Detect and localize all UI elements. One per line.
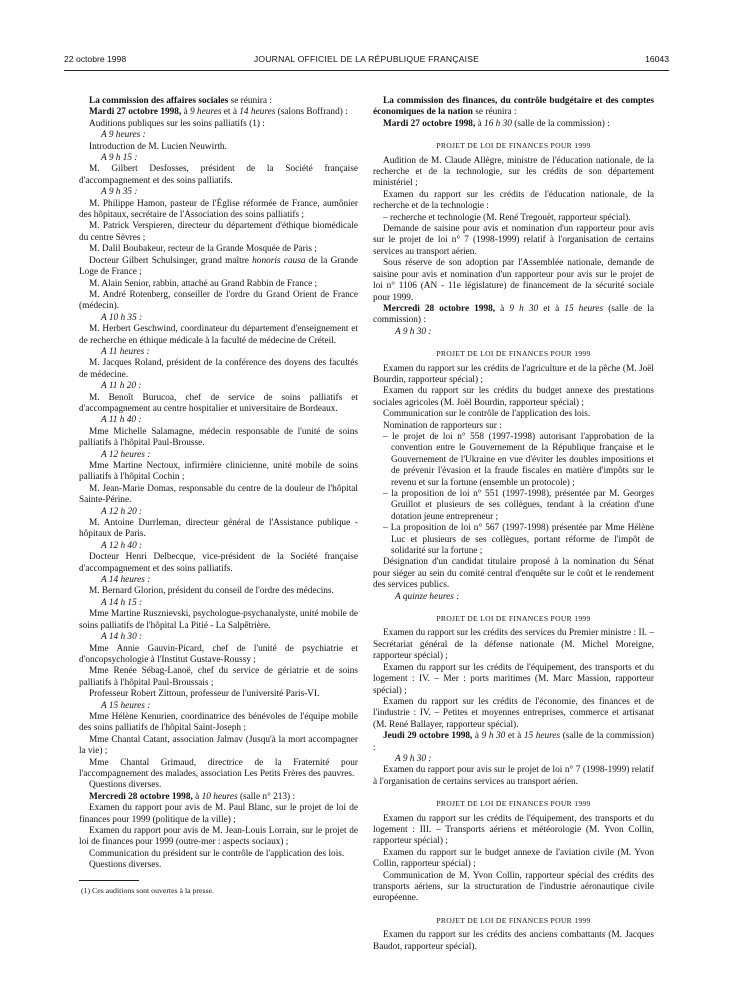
agenda-item: Docteur Gilbert Schulsinger, grand maître honoris causa de la Grande Loge de France ;: [79, 255, 358, 278]
page-number: 16043: [645, 54, 669, 64]
time-heading: A 9 h 15 :: [101, 153, 138, 164]
agenda-item: Questions diverses.: [89, 860, 162, 871]
agenda-item: Examen du rapport sur le budget annexe de l'aviation civile (M. Yvon Collin, rapporteur spécial) ;: [373, 847, 654, 870]
agenda-item: Examen du rapport sur les crédits de l'éducation nationale, de la recherche et de la technologie :: [373, 189, 654, 212]
journal-title: JOURNAL OFFICIEL DE LA RÉPUBLIQUE FRANÇAISE: [253, 54, 480, 64]
agenda-subitem: – le projet de loi n° 558 (1997-1998) autorisant l'approbation de la convention entre le Gouvernement de la République française et le Gouvernement de l'Ukraine en vue d'éviter les doubles impositions et de prévenir l'évasion et la fraude fiscales en matière d'impôts sur le revenu et sur la fortune (ensemble un protocole) ;: [373, 432, 654, 489]
time-heading: A 11 h 20 :: [101, 381, 142, 392]
agenda-item: Mme Renée Sébag-Lanoë, chef du service de gériatrie et de soins palliatifs à l'hôpital Paul-Broussais ;: [79, 666, 358, 688]
agenda-item: Examen du rapport pour avis sur le projet de loi n° 7 (1998-1999) relatif à l'organisation de certains services au transport aérien.: [373, 765, 654, 787]
agenda-item: Examen du rapport pour avis de M. Jean-Louis Lorrain, sur le projet de loi de finances pour 1999 (outre-mer : aspects sociaux) ;: [79, 826, 358, 848]
agenda-item: Examen du rapport sur les crédits des services du Premier ministre : II. – Secrétariat général de la défense nationale (M. Michel Moreigne, rapporteur spécial) ;: [373, 628, 654, 662]
agenda-item: Mme Martine Nectoux, infirmière clinicienne, unité mobile de soins palliatifs à l'hôpital Cochin ;: [79, 461, 358, 483]
agenda-subitem: – La proposition de loi n° 567 (1997-1998) présentée par Mme Hélène Luc et plusieurs de ses collègues, portant réforme de l'impôt de solidarité sur la fortune ;: [373, 523, 654, 557]
agenda-subitem: – la proposition de loi n° 551 (1997-1998), présentée par M. Georges Gruillot et plusieurs de ses collègues, tendant à la création d'une dotation jeune entrepreneur ;: [373, 489, 654, 523]
agenda-item: M. Dalil Boubakeur, recteur de la Grande Mosquée de Paris ;: [89, 244, 317, 255]
time-heading: A 9 h 30 :: [395, 326, 432, 337]
commission-intro: La commission des affaires sociales se réunira :: [89, 96, 272, 106]
left-column: [79, 96, 358, 896]
time-heading: A 14 h 15 :: [101, 597, 143, 608]
agenda-item: Examen du rapport sur les crédits de l'agriculture et de la pêche (M. Joël Bourdin, rapporteur spécial) ;: [373, 363, 654, 385]
agenda-item: Audition de M. Claude Allègre, ministre de l'éducation nationale, de la recherche et de la technologie, sur les crédits de son département ministériel ;: [373, 155, 654, 189]
agenda-item: Communication du président sur le contrôle de l'application des lois.: [89, 848, 345, 859]
section-heading: PROJET DE LOI DE FINANCES POUR 1999: [436, 141, 591, 151]
agenda-item: Mme Martine Rusznievski, psychologue-psychanalyste, unité mobile de soins palliatifs de l'hôpital La Pitié - La Salpêtrière.: [79, 609, 358, 631]
agenda-item: Mme Annie Gauvin-Picard, chef de l'unité de psychiatrie et d'oncopsychologie à l'Institut Gustave-Roussy ;: [79, 643, 358, 665]
section-heading: PROJET DE LOI DE FINANCES POUR 1999: [436, 799, 591, 809]
agenda-item: Désignation d'un candidat titulaire proposé à la nomination du Sénat pour siéger au sein du comité central d'enquête sur le coût et le rendement des services publics.: [373, 557, 654, 591]
agenda-item: M. Alain Senior, rabbin, attaché au Grand Rabbin de France ;: [89, 278, 318, 289]
page-header: [64, 54, 669, 71]
section-heading: PROJET DE LOI DE FINANCES POUR 1999: [436, 915, 591, 925]
agenda-item: Sous réserve de son adoption par l'Assemblée nationale, demande de saisine pour avis et nomination d'un rapporteur pour avis sur le projet de loi n° 1106 (AN - 11e législature) de financement de la sécurité sociale pour 1999.: [373, 258, 654, 303]
agenda-item: Mme Chantal Catant, association Jalmav (Jusqu'à la mort accompagner la vie) ;: [79, 734, 358, 757]
time-heading: A 9 h 30 :: [395, 753, 432, 764]
session-date: Mardi 27 octobre 1998, à 9 heures et à 14 heures (salons Boffrand) :: [89, 107, 348, 118]
header-date: 22 octobre 1998: [64, 54, 127, 64]
time-heading: A 9 heures :: [101, 130, 146, 141]
right-column: [373, 96, 654, 953]
agenda-item: M. Jacques Roland, président de la conférence des doyens des facultés de médecine.: [79, 358, 358, 380]
agenda-item: Mme Chantal Grimaud, directrice de la Fraternité pour l'accompagnement des malades, association Les Petits Frères des pauvres.: [79, 757, 358, 779]
agenda-item: Mme Michelle Salamagne, médecin responsable de l'unité de soins palliatifs à l'hôpital Paul-Brousse.: [79, 426, 358, 449]
time-heading: A 15 heures :: [101, 700, 151, 711]
time-heading: A 12 h 20 :: [101, 506, 143, 517]
agenda-item: Professeur Robert Zittoun, professeur de l'université Paris-VI.: [89, 689, 320, 700]
agenda-item: Questions diverses.: [89, 780, 162, 791]
time-heading: A 14 h 30 :: [101, 632, 143, 643]
session-date: Jeudi 29 octobre 1998, à 9 h 30 et à 15 heures (salle de la commission) :: [373, 731, 655, 753]
time-heading: A 12 heures :: [101, 449, 151, 460]
agenda-item: M. Philippe Hamon, pasteur de l'Église réformée de France, aumônier des hôpitaux, secrétaire de l'Association des soins palliatifs ;: [79, 198, 358, 221]
agenda-item: Communication de M. Yvon Collin, rapporteur spécial des crédits des transports aériens, sur la structuration de l'industrie aéronautique civile européenne.: [373, 870, 654, 904]
agenda-item: Examen du rapport sur les crédits du budget annexe des prestations sociales agricoles (M. Joël Bourdin, rapporteur spécial) ;: [373, 386, 654, 408]
agenda-item: Examen du rapport sur les crédits des anciens combattants (M. Jacques Baudot, rapporteur spécial).: [373, 930, 654, 952]
time-heading: A quinze heures :: [395, 591, 460, 602]
agenda-item: Examen du rapport pour avis de M. Paul Blanc, sur le projet de loi de finances pour 1999 (politique de la ville) ;: [79, 803, 358, 825]
agenda-item: M. Herbert Geschwind, coordinateur du département d'enseignement et de recherche en éthique médicale à la faculté de médecine de Créteil.: [79, 324, 358, 346]
time-heading: A 10 h 35 :: [101, 312, 143, 323]
agenda-item: Examen du rapport sur les crédits de l'équipement, des transports et du logement : IV. – Mer : ports maritimes (M. Marc Massion, rapporteur spécial) ;: [373, 662, 654, 696]
footnote-rule: [79, 880, 139, 881]
agenda-item: Nomination de rapporteurs sur :: [383, 420, 502, 431]
agenda-item: M. Benoît Burucoa, chef de service de soins palliatifs et d'accompagnement au centre hospitalier et universitaire de Bordeaux.: [79, 392, 358, 414]
agenda-item: M. Gilbert Desfosses, président de la Société française d'accompagnement et des soins palliatifs.: [79, 164, 358, 186]
time-heading: A 11 heures :: [101, 346, 150, 357]
time-heading: A 12 h 40 :: [101, 540, 143, 551]
agenda-item: Examen du rapport sur les crédits de l'équipement, des transports et du logement : III. – Transports aériens et météorologie (M. Yvon Collin, rapporteur spécial) ;: [373, 813, 654, 847]
section-heading: PROJET DE LOI DE FINANCES POUR 1999: [436, 614, 591, 624]
time-heading: A 9 h 35 :: [101, 187, 138, 198]
commission-intro: La commission des finances, du contrôle budgétaire et des comptes économiques de la nation se réunira :: [373, 96, 654, 118]
agenda-item: Introduction de M. Lucien Neuwirth.: [89, 141, 227, 152]
section-heading: PROJET DE LOI DE FINANCES POUR 1999: [436, 349, 591, 359]
session-date: Mercredi 28 octobre 1998, à 10 heures (salle n° 213) :: [89, 791, 296, 802]
session-date: Mardi 27 octobre 1998, à 16 h 30 (salle de la commission) :: [383, 118, 610, 129]
time-heading: A 14 heures :: [101, 575, 151, 586]
footnote: (1) Ces auditions sont ouvertes à la presse.: [81, 885, 214, 895]
agenda-item: Docteur Henri Delbecque, vice-président de la Société française d'accompagnement et des soins palliatifs.: [79, 552, 358, 574]
agenda-item: M. Jean-Marie Domas, responsable du centre de la douleur de l'hôpital Sainte-Périne.: [79, 483, 358, 506]
agenda-item: M. Bernard Glorion, président du conseil de l'ordre des médecins.: [89, 586, 334, 597]
agenda-subitem: – recherche et technologie (M. René Tregouët, rapporteur spécial).: [373, 213, 654, 224]
agenda-item: Auditions publiques sur les soins palliatifs (1) :: [89, 118, 265, 129]
agenda-item: Communication sur le contrôle de l'application des lois.: [383, 409, 591, 420]
agenda-item: Examen du rapport sur les crédits de l'économie, des finances et de l'industrie : IV. – Petites et moyennes entreprises, commerce et artisanat (M. René Ballayer, rapporteur spécial).: [373, 696, 654, 730]
agenda-item: M. Patrick Verspieren, directeur du département d'éthique biomédicale du centre Sèvres ;: [79, 221, 358, 243]
agenda-item: Demande de saisine pour avis et nomination d'un rapporteur pour avis sur le projet de loi n° 7 (1998-1999) relatif à l'organisation de certains services au transport aérien.: [373, 224, 654, 257]
session-date: Mercredi 28 octobre 1998, à 9 h 30 et à 15 heures (salle de la commission) :: [373, 303, 655, 326]
time-heading: A 11 h 40 :: [101, 415, 142, 426]
agenda-item: M. Antoine Durrleman, directeur général de l'Assistance publique - hôpitaux de Paris.: [79, 518, 358, 540]
agenda-item: Mme Hélène Kenurien, coordinatrice des bénévoles de l'équipe mobile des soins palliatifs de l'hôpital Saint-Joseph ;: [79, 711, 358, 734]
agenda-item: M. André Rotenberg, conseiller de l'ordre du Grand Orient de France (médecin).: [79, 289, 358, 312]
